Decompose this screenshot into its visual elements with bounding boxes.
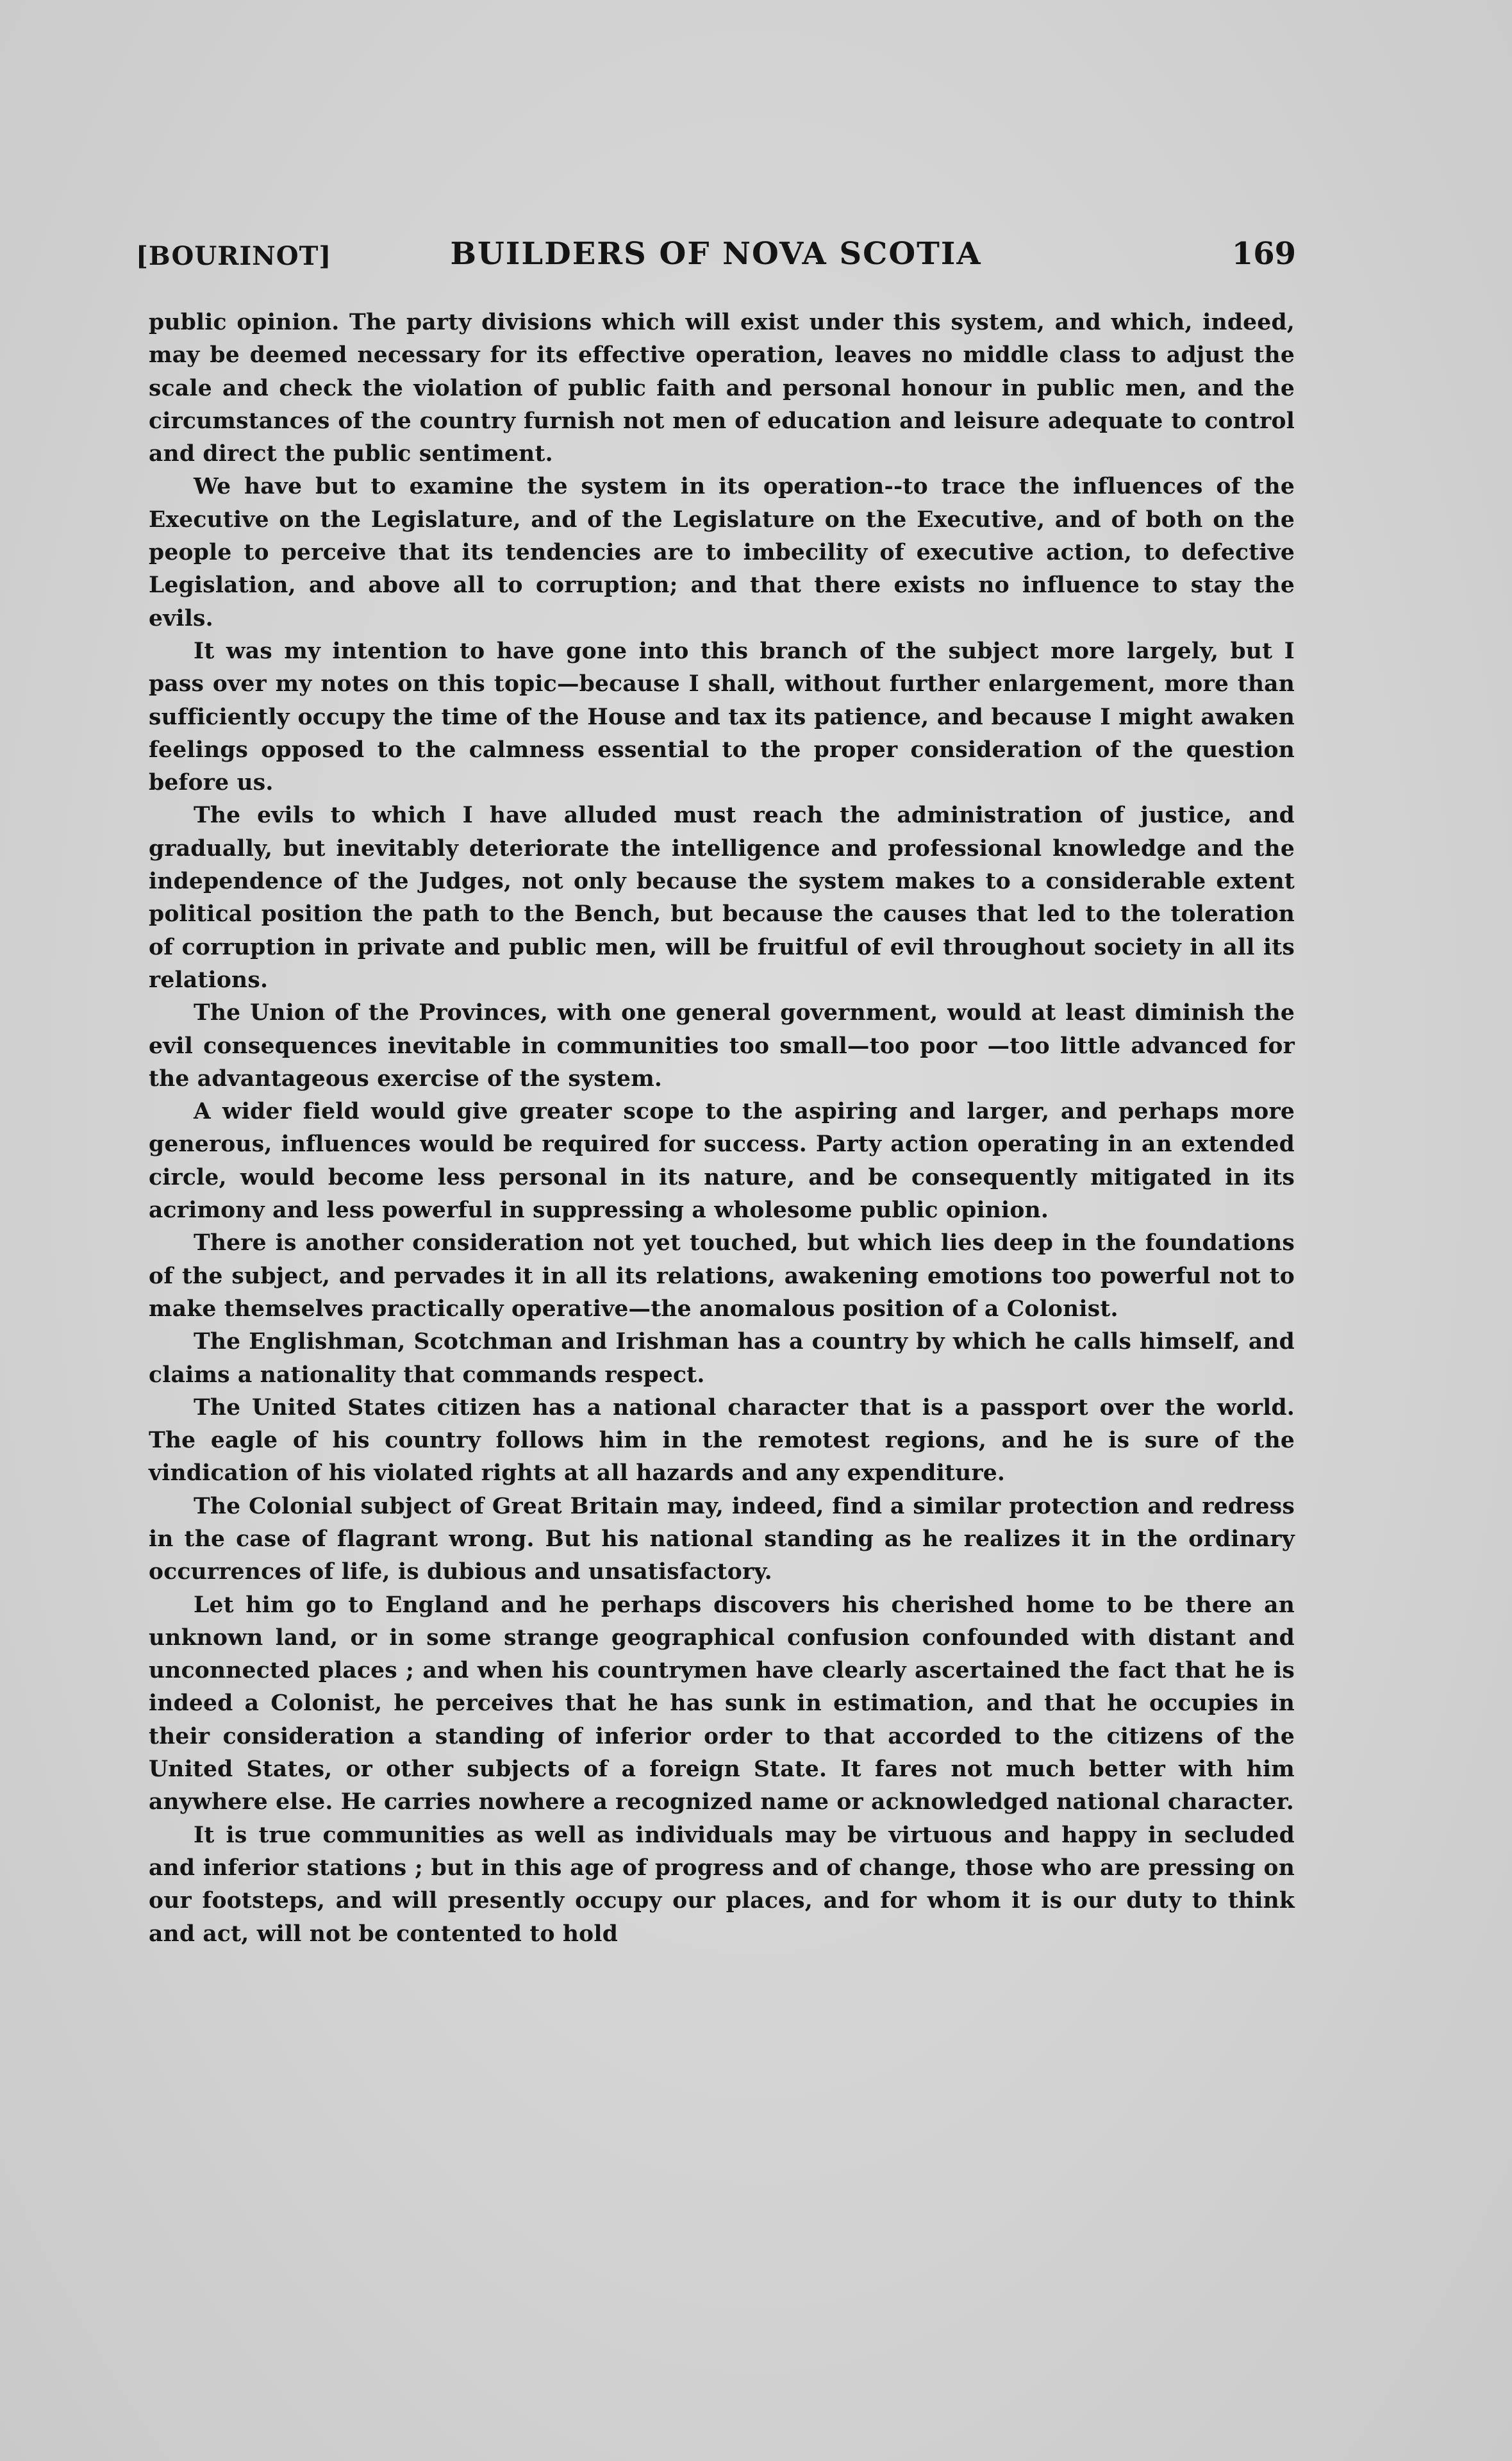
page-number: 169 <box>1231 236 1296 272</box>
paragraph: Let him go to England and he perhaps discovers his cherished home to be there an unknown land, or in some strange geographical confusion confounded with distant and unconnected places ; and when his countrymen have clearly ascertained the fact that he is indeed a Colonist, he perceives that he has sunk in estimation, and that he occupies in their consideration a standing of inferior order to that accorded to the citizens of the United States, or other subjects of a foreign State. It fares not much better with him anywhere else. He carries nowhere a recognized name or acknowledged national character. <box>149 1592 1295 1815</box>
paragraph: We have but to examine the system in its operation--to trace the influences of the Executive on the Legislature, and of the Legislature on the Executive, and of both on the people to perceive that its tendencies are to imbecility of executive action, to defective Legislation, and above all to corruption; and that there exists no influence to stay the evils. <box>149 474 1295 631</box>
body-text <box>149 306 1295 1951</box>
paragraph: The Colonial subject of Great Britain may, indeed, find a similar protection and redress in the case of flagrant wrong. But his national standing as he realizes it in the ordinary occurrences of life, is dubious and unsatisfactory. <box>149 1493 1295 1585</box>
paragraph: The evils to which I have alluded must reach the administration of justice, and gradually, but inevitably deteriorate the intelligence and professional knowledge and the independence of the Judges, not only because the system makes to a considerable extent political position the path to the Bench, but because the causes that led to the toleration of corruption in private and public men, will be fruitful of evil throughout society in all its relations. <box>149 803 1295 993</box>
paragraph: It is true communities as well as individuals may be virtuous and happy in secluded and inferior stations ; but in this age of progress and of change, those who are pressing on our footsteps, and will presently occupy our places, and for whom it is our duty to think and act, will not be contented to hold <box>149 1822 1295 1947</box>
running-head <box>136 236 1296 281</box>
paragraph: A wider field would give greater scope to the aspiring and larger, and perhaps more generous, influences would be required for success. Party action operating in an extended circle, would become less personal in its nature, and be consequently mitigated in its acrimony and less powerful in suppressing a wholesome public opinion. <box>149 1099 1295 1224</box>
paragraph: It was my intention to have gone into this branch of the subject more largely, but I pass over my notes on this topic—because I shall, without further enlargement, more than sufficiently occupy the time of the House and tax its patience, and because I might awaken feelings opposed to the calmness essential to the proper consideration of the question before us. <box>149 638 1295 796</box>
running-head-author: [BOURINOT] <box>136 241 332 271</box>
paragraph: The United States citizen has a national character that is a passport over the world. The eagle of his country follows him in the remotest regions, and he is sure of the vindication of his violated rights at all hazards and any expenditure. <box>149 1394 1295 1487</box>
paragraph: public opinion. The party divisions which will exist under this system, and which, indeed, may be deemed necessary for its effective operation, leaves no middle class to adjust the scale and check the violation of public faith and personal honour in public men, and the circumstances of the country furnish not men of education and leisure adequate to control and direct the public sentiment. <box>149 310 1295 467</box>
paragraph: There is another consideration not yet touched, but which lies deep in the foundations of the subject, and pervades it in all its relations, awakening emotions too powerful not to make themselves practically operative—the anomalous position of a Colonist. <box>149 1230 1295 1322</box>
running-head-title: BUILDERS OF NOVA SCOTIA <box>450 236 982 272</box>
paragraph: The Englishman, Scotchman and Irishman has a country by which he calls himself, and claims a nationality that commands respect. <box>149 1329 1295 1388</box>
paragraph: The Union of the Provinces, with one general government, would at least diminish the evil consequences inevitable in communities too small—too poor —too little advanced for the advantageous exercise of the system. <box>149 1000 1295 1092</box>
